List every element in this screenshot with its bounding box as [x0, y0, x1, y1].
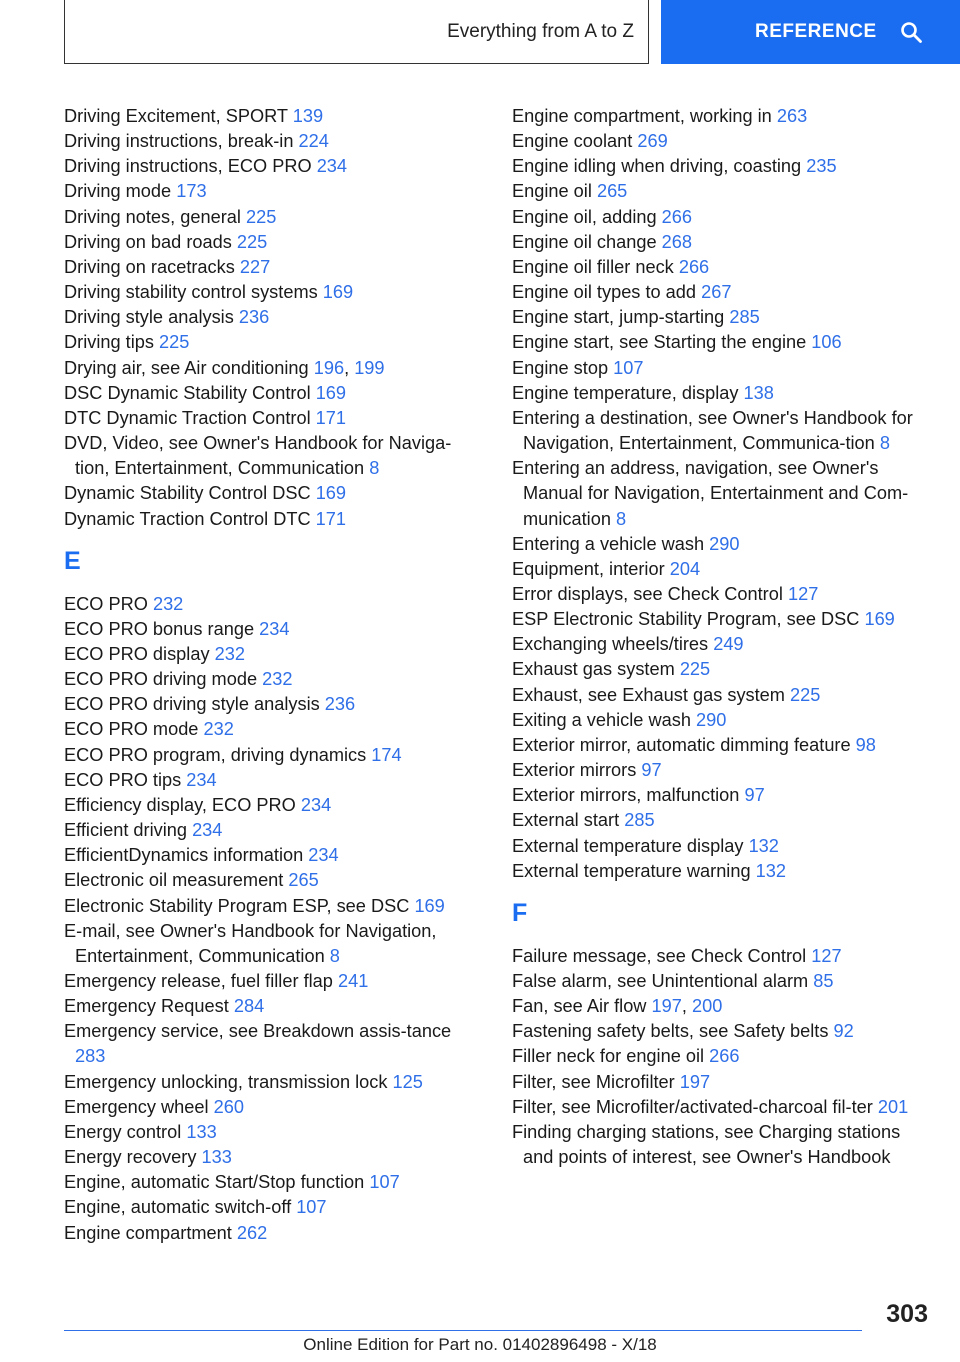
page-reference-link[interactable]: 225 [159, 332, 190, 353]
page-reference-link[interactable]: 260 [213, 1096, 244, 1117]
index-entry [64, 431, 474, 481]
index-entry [512, 230, 932, 255]
reference-tab-label: REFERENCE [755, 21, 877, 42]
index-entry [512, 104, 932, 129]
index-entry [64, 481, 474, 506]
page-reference-link[interactable]: 234 [192, 820, 223, 841]
index-entry [64, 507, 474, 532]
index-entry-text: Exterior mirror, automatic dimming feature [512, 734, 851, 755]
page-reference-link[interactable]: 232 [203, 719, 234, 740]
index-entry [512, 255, 932, 280]
page-reference-link[interactable]: 97 [744, 785, 765, 806]
page-reference-link[interactable]: 201 [877, 1096, 909, 1117]
page-reference-link[interactable]: 263 [776, 106, 808, 126]
index-entry-text: Drying air, see Air conditioning [64, 357, 309, 378]
page-reference-link[interactable]: 234 [186, 769, 217, 790]
page-reference-link[interactable]: 125 [392, 1071, 423, 1092]
index-entry-text: EfficientDynamics information [64, 845, 304, 866]
index-entry-text: Failure message, see Check Control [512, 945, 807, 966]
page-reference-link[interactable]: 169 [864, 609, 895, 630]
index-entry-text: Engine start, see Starting the engine [512, 332, 807, 353]
page-reference-link[interactable]: 241 [337, 971, 369, 991]
index-entry [512, 758, 932, 783]
page-reference-link[interactable]: 107 [369, 1172, 400, 1193]
index-entry [512, 1019, 932, 1044]
index-entry [512, 1095, 932, 1120]
chapter-title: Everything from A to Z [447, 20, 634, 42]
page-reference-link[interactable]: 107 [613, 357, 644, 378]
page-reference-link[interactable]: 285 [729, 307, 760, 328]
search-icon[interactable] [899, 20, 923, 44]
index-entry-text: Engine coolant [512, 131, 633, 152]
index-entry-text: Dynamic Stability Control DSC [64, 483, 311, 504]
reference-tab[interactable] [661, 0, 960, 64]
page-reference-link[interactable]: 132 [755, 860, 786, 881]
index-entry [512, 683, 932, 708]
page-reference-link[interactable]: 132 [748, 835, 779, 856]
index-entry [64, 894, 474, 919]
index-entry [512, 406, 932, 456]
index-entry [512, 532, 932, 557]
index-entry-text: Driving style analysis [64, 307, 234, 328]
index-entry-text: Filter, see Microfilter [512, 1071, 675, 1092]
page-reference-link[interactable]: 98 [855, 734, 876, 755]
page-reference-link[interactable]: 127 [787, 583, 819, 604]
page-reference-link[interactable]: 225 [790, 684, 821, 705]
index-entry-text: Efficiency display, ECO PRO [64, 794, 296, 815]
page-reference-link[interactable]: 269 [637, 131, 668, 152]
index-entry-text: Emergency Request [64, 996, 229, 1017]
index-entry: Drying air, see Air conditioning 196, 199 [64, 357, 385, 378]
page-reference-link[interactable]: 232 [152, 593, 184, 614]
index-entry-text: External temperature display [512, 835, 744, 856]
page-reference-link[interactable]: 224 [298, 131, 329, 152]
page-reference-link[interactable]: 249 [713, 634, 744, 655]
page-reference-link[interactable]: 8 [329, 945, 340, 966]
page-reference-link[interactable]: 266 [709, 1046, 740, 1067]
page-header [0, 0, 960, 66]
page-reference-link[interactable]: 8 [879, 433, 890, 454]
index-entry-text: ESP Electronic Stability Program, see DSC [512, 609, 860, 630]
page-reference-link[interactable]: 234 [308, 845, 339, 866]
index-entry [64, 280, 474, 305]
index-entry-text: Electronic oil measurement [64, 870, 284, 891]
page-reference-link[interactable]: 127 [811, 945, 842, 966]
page-reference-link[interactable]: 92 [833, 1021, 854, 1042]
index-entry-text: Driving tips [64, 332, 154, 353]
index-entry [512, 582, 932, 607]
index-entry [512, 969, 932, 994]
index-entry-text: Entering an address, navigation, see Owner's Manual for Navigation, Entertainment and Com‐munication [512, 458, 909, 529]
index-entry [64, 843, 474, 868]
index-entry-text: Emergency service, see Breakdown assis‐tance [64, 1021, 452, 1042]
index-entry [64, 1120, 474, 1145]
index-entry [64, 1145, 474, 1170]
index-entry-text: Engine compartment, working in [512, 106, 772, 126]
index-entry-text: Finding charging stations, see Charging stations and points of interest, see Owner's Handbook [512, 1121, 901, 1168]
index-entry-text: Engine oil filler neck [512, 256, 674, 277]
index-entry-text: Emergency release, fuel filler flap [64, 971, 333, 991]
index-entry-text: Dynamic Traction Control DTC [64, 508, 311, 529]
index-entry [64, 768, 474, 793]
index-entry-text: Fastening safety belts, see Safety belts [512, 1021, 829, 1042]
page-reference-link[interactable]: 169 [315, 483, 347, 504]
index-entry [512, 607, 932, 632]
index-column-right [512, 104, 932, 1170]
index-entry-text: Exiting a vehicle wash [512, 709, 691, 730]
page-reference-link[interactable]: 236 [238, 307, 270, 328]
index-entry-text: ECO PRO driving style analysis [64, 694, 320, 715]
index-entry [64, 154, 474, 179]
index-entry-text: Engine idling when driving, coasting [512, 156, 802, 177]
index-entry [512, 456, 932, 531]
index-entry-text: Efficient driving [64, 820, 187, 841]
index-entry-text: Filter, see Microfilter/activated-charcoal fil‐ter [512, 1096, 873, 1117]
index-column-left [64, 104, 474, 1246]
index-entry-text: Engine oil, adding [512, 206, 657, 227]
index-entry [64, 667, 474, 692]
page-reference-link[interactable]: 173 [176, 181, 207, 202]
page-reference-link[interactable]: 225 [236, 231, 268, 252]
page-reference-link[interactable]: 139 [292, 106, 324, 126]
index-entry [64, 717, 474, 742]
index-entry-text: Engine oil types to add [512, 282, 697, 303]
index-entry [512, 381, 932, 406]
index-entry [64, 868, 474, 893]
index-entry-text: Driving stability control systems [64, 282, 318, 303]
index-entry [512, 808, 932, 833]
page-reference-link[interactable]: 234 [316, 156, 348, 177]
page-number: 303 [886, 1300, 928, 1328]
chapter-title-box [64, 0, 649, 64]
index-entry [512, 330, 932, 355]
index-entry-text: Engine, automatic Start/Stop function [64, 1172, 365, 1193]
page-reference-link[interactable]: 268 [661, 231, 693, 252]
index-entry [512, 154, 932, 179]
index-entry-text: Energy control [64, 1121, 182, 1142]
page-reference-link[interactable]: 169 [414, 895, 445, 916]
index-entry-text: Driving on racetracks [64, 256, 235, 277]
index-entry [512, 305, 932, 330]
index-entry [64, 305, 474, 330]
page-reference-link[interactable]: 234 [259, 618, 290, 639]
index-entry-text: DTC Dynamic Traction Control [64, 407, 311, 428]
index-entry-text: Driving on bad roads [64, 231, 232, 252]
index-entry-text: Equipment, interior [512, 558, 665, 579]
index-entry-text: Engine stop [512, 357, 609, 378]
index-entry-text: Exhaust, see Exhaust gas system [512, 684, 785, 705]
index-entry [64, 793, 474, 818]
page-reference-link[interactable]: 8 [369, 458, 380, 479]
index-entry [64, 592, 474, 617]
index-entry [64, 919, 474, 969]
index-entry [512, 179, 932, 204]
index-entry [64, 1195, 474, 1220]
index-entry [64, 104, 474, 129]
index-entry-text: External temperature warning [512, 860, 751, 881]
index-entry-text: Exhaust gas system [512, 659, 675, 680]
page-reference-link[interactable]: 204 [669, 558, 701, 579]
index-entry-text: Engine oil change [512, 231, 657, 252]
index-entry-text: Exterior mirrors [512, 760, 637, 781]
index-entry [64, 994, 474, 1019]
page-reference-link[interactable]: 225 [679, 659, 711, 680]
index-entry-text: Error displays, see Check Control [512, 583, 783, 604]
page-reference-link[interactable]: 236 [324, 694, 356, 715]
page-reference-link[interactable]: 225 [245, 206, 277, 227]
index-entry [64, 1070, 474, 1095]
index-entry [512, 944, 932, 969]
index-entry [64, 129, 474, 154]
index-entry [512, 733, 932, 758]
page-reference-link[interactable]: 171 [315, 508, 347, 529]
index-entry-text: Engine temperature, display [512, 382, 739, 403]
index-entry [64, 642, 474, 667]
page-reference-link[interactable]: 235 [806, 156, 837, 177]
index-entry-text: Driving instructions, break-in [64, 131, 294, 152]
index-entry [64, 230, 474, 255]
page-reference-link[interactable]: 133 [186, 1121, 217, 1142]
index-entry-text: ECO PRO [64, 593, 148, 614]
page-reference-link[interactable]: 290 [696, 709, 727, 730]
index-entry-text: Entering a vehicle wash [512, 533, 705, 554]
page-reference-link[interactable]: 283 [75, 1046, 106, 1067]
index-entry [64, 179, 474, 204]
index-entry-text: Engine oil [512, 181, 592, 202]
page-reference-link[interactable]: 262 [236, 1222, 268, 1243]
page-reference-link[interactable]: 169 [322, 282, 354, 303]
index-entry-text: Fan, see Air flow [512, 996, 647, 1017]
index-entry [64, 330, 474, 355]
page-reference-link[interactable]: 197 [651, 996, 682, 1017]
page-reference-link[interactable]: 106 [811, 332, 842, 353]
index-entry-text: ECO PRO mode [64, 719, 199, 740]
index-entry [64, 1221, 474, 1246]
page-reference-link[interactable]: 97 [641, 760, 662, 781]
page-reference-link[interactable]: 290 [709, 533, 740, 554]
index-entry-text: ECO PRO program, driving dynamics [64, 744, 367, 765]
page-reference-link[interactable]: 285 [624, 810, 655, 831]
page-reference-link[interactable]: 232 [262, 669, 293, 690]
index-entry-text: Exterior mirrors, malfunction [512, 785, 740, 806]
index-entry-text: External start [512, 810, 620, 831]
page-reference-link[interactable]: 234 [300, 794, 332, 815]
index-entry-text: Driving mode [64, 181, 172, 202]
index-entry-text: Emergency wheel [64, 1096, 209, 1117]
edition-footer: Online Edition for Part no. 01402896498 - X/18 [303, 1335, 657, 1354]
index-entry [512, 557, 932, 582]
index-entry-text: DVD, Video, see Owner's Handbook for Naviga‐tion, Entertainment, Communication [64, 433, 452, 479]
index-entry [512, 356, 932, 381]
index-entry-text: Driving notes, general [64, 206, 241, 227]
page-reference-link[interactable]: 197 [679, 1071, 711, 1092]
index-entry [512, 657, 932, 682]
page-reference-link[interactable]: 138 [743, 382, 774, 403]
index-entry [512, 129, 932, 154]
index-entry [64, 969, 474, 994]
index-entry [64, 743, 474, 768]
page-reference-link[interactable]: 199 [354, 357, 385, 378]
index-entry [64, 255, 474, 280]
index-entry [64, 205, 474, 230]
page-reference-link[interactable]: 284 [233, 996, 265, 1017]
index-entry-text: ECO PRO driving mode [64, 669, 258, 690]
index-entry-text: E-mail, see Owner's Handbook for Navigation, Entertainment, Communication [64, 920, 437, 966]
index-entry-text: False alarm, see Unintentional alarm [512, 971, 809, 991]
index-entry [512, 280, 932, 305]
index-entry: Fan, see Air flow 197, 200 [512, 996, 723, 1017]
index-entry-text: Driving Excitement, SPORT [64, 106, 288, 126]
page-reference-link[interactable]: 267 [701, 282, 732, 303]
index-entry [512, 1044, 932, 1069]
page-reference-link[interactable]: 265 [288, 870, 319, 891]
index-entry [512, 1070, 932, 1095]
page-reference-link[interactable]: 174 [371, 744, 402, 765]
page-reference-link[interactable]: 107 [296, 1197, 327, 1218]
index-entry-text: Exchanging wheels/tires [512, 634, 709, 655]
section-letter: F [512, 898, 528, 927]
index-entry [64, 1170, 474, 1195]
index-entry [512, 1120, 932, 1170]
index-entry [512, 632, 932, 657]
index-entry-text: DSC Dynamic Stability Control [64, 382, 311, 403]
index-entry [512, 834, 932, 859]
index-entry [64, 1019, 474, 1069]
index-entry [64, 818, 474, 843]
index-entry [64, 406, 474, 431]
index-entry [512, 708, 932, 733]
page-reference-link[interactable]: 265 [596, 181, 628, 202]
index-entry-text: Entering a destination, see Owner's Handbook for Navigation, Entertainment, Communica‐tion [512, 407, 913, 454]
index-entry-text: Filler neck for engine oil [512, 1046, 705, 1067]
page-reference-link[interactable]: 227 [239, 256, 271, 277]
index-entry [512, 859, 932, 884]
index-entry-text: Driving instructions, ECO PRO [64, 156, 312, 177]
page-reference-link[interactable]: 266 [661, 206, 693, 227]
index-entry-text: Emergency unlocking, transmission lock [64, 1071, 388, 1092]
page-reference-link[interactable]: 8 [616, 508, 627, 529]
footer-divider [64, 1330, 862, 1331]
page-reference-link[interactable]: 171 [315, 407, 347, 428]
index-entry-text: Engine start, jump-starting [512, 307, 725, 328]
index-entry-text: Energy recovery [64, 1147, 197, 1168]
index-entry [512, 205, 932, 230]
page-reference-link[interactable]: 133 [201, 1147, 232, 1168]
index-entry-text: Engine, automatic switch-off [64, 1197, 292, 1218]
index-entry-text: ECO PRO tips [64, 769, 182, 790]
index-entry [64, 692, 474, 717]
page-reference-link[interactable]: 266 [678, 256, 710, 277]
index-entry [64, 381, 474, 406]
page-reference-link[interactable]: 232 [214, 643, 245, 664]
section-letter: E [64, 546, 81, 575]
index-entry-text: Engine compartment [64, 1222, 232, 1243]
page-reference-link[interactable]: 200 [691, 996, 723, 1017]
page-reference-link[interactable]: 169 [315, 382, 347, 403]
index-entry [512, 783, 932, 808]
page-reference-link[interactable]: 85 [813, 971, 834, 991]
page-reference-link[interactable]: 196 [313, 357, 345, 378]
index-entry-text: ECO PRO display [64, 643, 210, 664]
index-entry-text: Electronic Stability Program ESP, see DSC [64, 895, 410, 916]
index-entry-text: ECO PRO bonus range [64, 618, 255, 639]
index-entry [64, 617, 474, 642]
index-entry [64, 1095, 474, 1120]
